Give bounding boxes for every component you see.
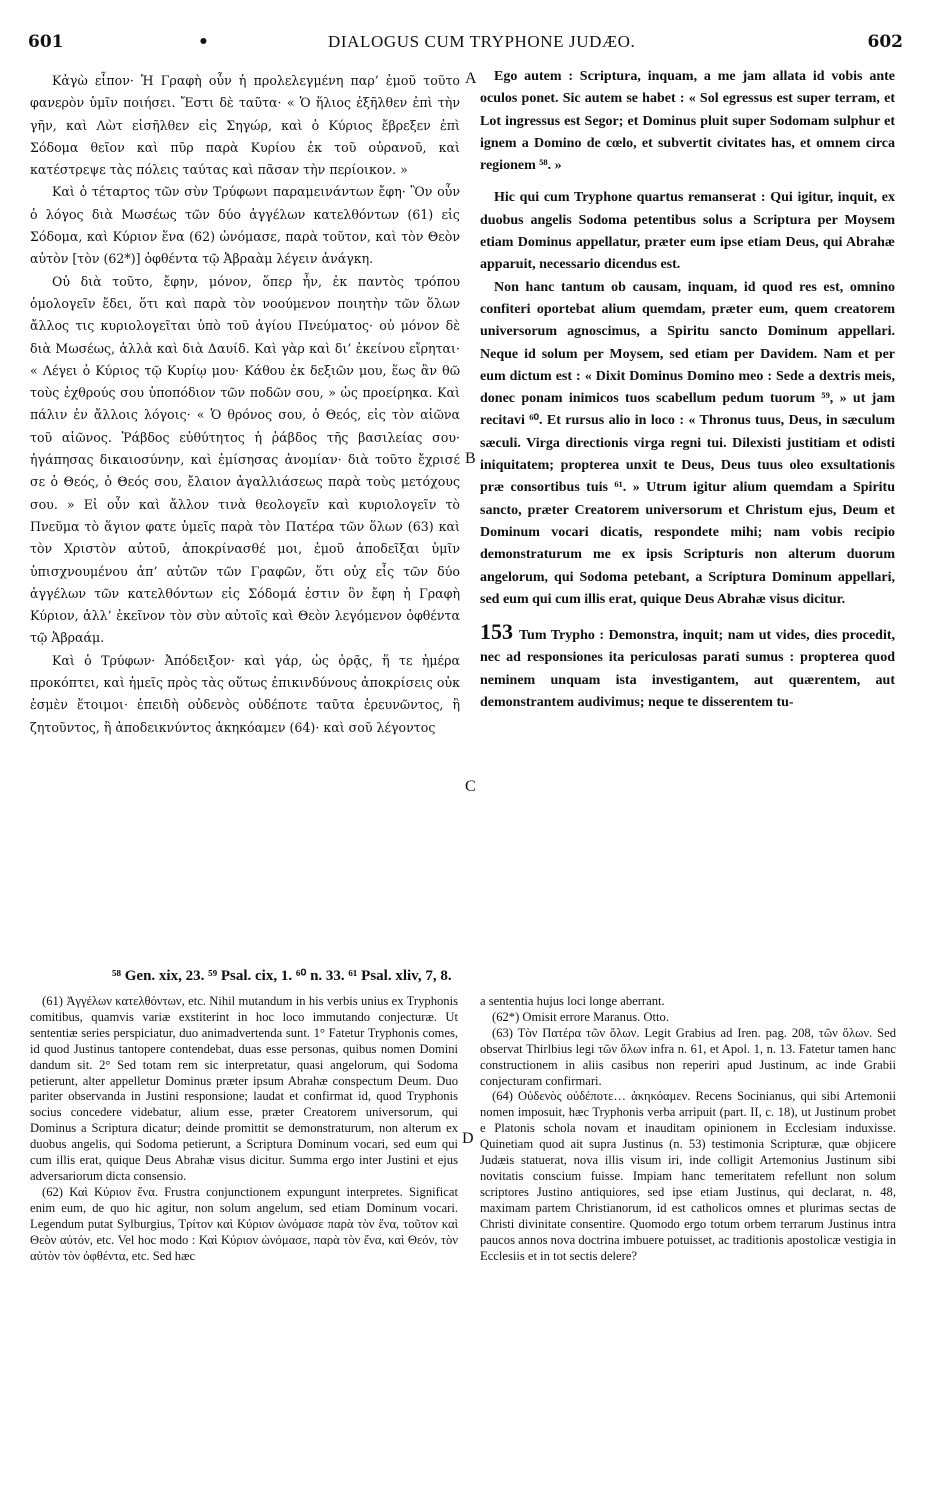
footnote: (61) Ἀγγέλων κατελθόντων, etc. Nihil mutandum in his verbis unius ex Tryphonis comitibus, quamvis variæ exstiterint in hoc loco immutando conjecturæ. Ut sententiæ series perspiciatur, duo animadvertenda sunt. 1° Fatetur Tryphonis comes, id quod Justinus tantopere contendebat, duas esse personas, quibus nomen Domini dandum sit. 2° Sed totam rem sic interpretatur, quasi angelorum, qui Sodoma petierunt, alter appelletur Dominus præter ipsum Abrahæ conspectum Deum. Duo pariter observanda in Justini responsione; laudat et confirmat id, quod Tryphonis socius concedere videbatur, alium esse, præter Creatorem universorum, qui Dominus a Scriptura dicatur; deinde promittit se demonstraturum, non alterum ex duobus angelis, qui Sodoma petierunt, a Scriptura Dominum vocari, sed eum qui cum illis erat, quique Deus Abrahæ visus dicitur. Summa ergo inter Justini et ejus adversariorum dicta consensio.: [30, 994, 458, 1183]
footnote: (62*) Omisit errore Maranus. Otto.: [492, 1009, 669, 1024]
margin-letter-c: C: [465, 778, 476, 795]
margin-letter-d: D: [462, 1130, 474, 1147]
greek-column: [30, 70, 460, 739]
running-title: DIALOGUS CUM TRYPHONE JUDÆO.: [328, 32, 636, 51]
greek-paragraph: Κἀγὼ εἶπον· Ἡ Γραφὴ οὖν ἡ προλελεγμένη παρ’ ἐμοῦ τοῦτο φανερὸν ὑμῖν ποιήσει. Ἔστι δὲ ταῦτα· « Ὁ ἥλιος ἐξῆλθεν ἐπὶ τὴν γῆν, καὶ Λὼτ εἰσῆλθεν εἰς Σηγώρ, καὶ ὁ Κύριος ἔβρεξεν ἐπὶ Σόδομα θεῖον καὶ πῦρ παρὰ Κυρίου ἐκ τοῦ οὐρανοῦ, καὶ κατέστρεψε τὰς πόλεις ταύτας καὶ πᾶσαν τὴν περίοικον. »: [30, 73, 460, 178]
latin-paragraph-text: Tum Trypho : Demonstra, inquit; nam ut vides, dies procedit, nec ad responsiones ita periculosas parati sumus : propterea quod neminem unquam ista investigantem, aut quærentem, aut demonstrantem audivimus; neque te disserentem tu-: [480, 628, 895, 711]
greek-paragraph: Καὶ ὁ Τρύφων· Ἀπόδειξον· καὶ γάρ, ὡς ὁρᾷς, ἥ τε ἡμέρα προκόπτει, καὶ ἡμεῖς πρὸς τὰς οὕτως ἐπικινδύνους ἀποκρίσεις οὐκ ἐσμὲν ἕτοιμοι· ἐπειδὴ οὐδενὸς οὐδέποτε ταῦτα ἐρευνῶντος, ἢ ζητοῦντος, ἢ ἀποδεικνύντος ἀκηκόαμεν (64)· καὶ σοῦ λέγοντος: [30, 652, 460, 735]
latin-column: [480, 66, 895, 714]
notes-right-column: [480, 994, 896, 1264]
scripture-references: ⁵⁸ Gen. xix, 23. ⁵⁹ Psal. cix, 1. ⁶⁰ n. 33. ⁶¹ Psal. xliv, 7, 8.: [112, 968, 452, 984]
latin-paragraph-153: [480, 621, 895, 714]
latin-paragraph: Ego autem : Scriptura, inquam, a me jam allata id vobis ante oculos ponet. Sic autem se habet : « Sol egressus est super terram, et Lot ingressus est Segor; et Dominus pluit super Sodomam sulphur et ignem a Domino de cœlo, et subvertit civitates has, et omnem circa regionem ⁵⁸. »: [480, 69, 895, 174]
page-header: [28, 32, 903, 58]
margin-letter-b: B: [465, 450, 476, 467]
greek-paragraph: Οὐ διὰ τοῦτο, ἔφην, μόνον, ὅπερ ἦν, ἐκ παντὸς τρόπου ὁμολογεῖν ἔδει, ὅτι καὶ παρὰ τὸν νοούμενον ποιητὴν τῶν ὅλων ἄλλος τις κυριολογεῖται ὑπὸ τοῦ ἁγίου Πνεύματος· οὐ μόνον δὲ διὰ Μωσέως, ἀλλὰ καὶ διὰ Δαυίδ. Καὶ γὰρ καὶ δι’ ἐκείνου εἴρηται· « Λέγει ὁ Κύριος τῷ Κυρίῳ μου· Κάθου ἐκ δεξιῶν μου, ἕως ἂν θῶ τοὺς ἐχθρούς σου ὑποπόδιον τῶν ποδῶν σου, » ὡς προείρηκα. Καὶ πάλιν ἐν ἄλλοις λόγοις· « Ὁ θρόνος σου, ὁ Θεός, εἰς τὸν αἰῶνα τοῦ αἰῶνος. Ῥάβδος εὐθύτητος ἡ ῥάβδος τῆς βασιλείας σου· ἠγάπησας δικαιοσύνην, καὶ ἐμίσησας ἀνομίαν· διὰ τοῦτο ἔχρισέ σε ὁ Θεός, ὁ Θεός σου, ἔλαιον ἀγαλλιάσεως παρὰ τοὺς μετόχους σου. » Εἰ οὖν καὶ ἄλλον τινὰ θεολογεῖν καὶ κυριολογεῖν τὸ Πνεῦμα τὸ ἅγιον φατε ὑμεῖς παρὰ τὸν Πατέρα τῶν ὅλων (63) καὶ τὸν Χριστὸν αὐτοῦ, ἀποκρίνασθέ μοι, ἐμοῦ ἀποδεῖξαι ὑμῖν ὑπισχνουμένου ἀπ’ αὐτῶν τῶν Γραφῶν, ὅτι οὐχ εἷς τῶν δύο ἀγγέλων τῶν κατελθόντων εἰς Σόδομά ἐστιν ὃν ἔφη ἡ Γραφὴ Κύριον, ἀλλ’ ἐκεῖνον τὸν σὺν αὐτοῖς καὶ Θεὸν λεγόμενον ὀφθέντα τῷ Ἀβραάμ.: [30, 273, 460, 646]
footnote: (62) Καὶ Κύριον ἕνα. Frustra conjunctionem expungunt interpretes. Significat enim eum, de quo hic agitur, non solum angelum, sed etiam Dominum vocari. Legendum putat Sylburgius, Τρίτον καὶ Κύριον ὠνόμασε παρὰ τὸν ἕνα, τοῦτον καὶ Θεὸν αὐτόν, etc. Vel hoc modo : Καὶ Κύριον ὠνόμασε, παρὰ τὸν ἕνα, καὶ Θεόν, τὸν αὐτὸν τὸν ὀφθέντα, etc. Sed hæc: [30, 1184, 458, 1263]
page-number-left: 601: [28, 32, 64, 52]
latin-paragraph: Hic qui cum Tryphone quartus remanserat : Qui igitur, inquit, ex duobus angelis Sodoma petentibus solus a Scriptura per Moysem etiam Dominus appellatur, præter eum ipse etiam Deus, qui Abrahæ apparuit, necessario dicendus est.: [480, 190, 895, 273]
page-number-right: 602: [867, 32, 903, 52]
latin-paragraph: Non hanc tantum ob causam, inquam, id quod res est, omnino confiteri oportebat alium quemdam, præter eum, quem creatorem universorum agnoscimus, a Spiritu sancto Dominum appellari. Neque id solum per Moysem, sed etiam per Davidem. Nam et per eum dictum est : « Dixit Dominus Domino meo : Sede a dextris meis, donec ponam inimicos tuos scabellum pedum tuorum ⁵⁹, » ut jam recitavi ⁶⁰. Et rursus alio in loco : « Thronus tuus, Deus, in sæculum sæculi. Virga directionis virga regni tui. Dilexisti justitiam et odisti iniquitatem; propterea unxit te Deus, Deus tuus oleo exsultationis præ consortibus tuis ⁶¹. » Utrum igitur alium quemdam a Spiritu sancto, præter Creatorem universorum et Christum ejus, Deum et Dominum vocari dicatis, respondete mihi; nam vobis recipio demonstraturum me ex ipsis Scripturis non alterum duorum angelorum, qui Sodoma petebant, a Scriptura Dominum appellari, sed eum qui cum illis erat, quique Deus Abrahæ visus dicitur.: [480, 279, 895, 607]
margin-letter-a: A: [465, 70, 477, 87]
header-dot: •: [198, 32, 209, 52]
greek-paragraph: Καὶ ὁ τέταρτος τῶν σὺν Τρύφωνι παραμεινάντων ἔφη· Ὃν οὖν ὁ λόγος διὰ Μωσέως τῶν δύο ἀγγέλων κατελθόντων (61) εἰς Σόδομα, καὶ Κύριον ἕνα (62) ὠνόμασε, παρὰ τοῦτον, καὶ τὸν Θεὸν αὐτὸν [τὸν (62*)] ὀφθέντα τῷ Ἀβραὰμ λέγειν ἀνάγκη.: [30, 184, 460, 267]
footnote: (63) Τὸν Πατέρα τῶν ὅλων. Legit Grabius ad Iren. pag. 208, τῶν ὅλων. Sed observat Thirlbius legi τῶν ὅλων infra n. 61, et Apol. 1, n. 13. Fatetur tamen hanc constructionem in aliis casibus non reperiri apud Justinum, ac inde Grabii conjecturam confirmari.: [480, 1025, 896, 1088]
section-number: 153: [480, 619, 513, 645]
footnote-continuation: a sententia hujus loci longe aberrant.: [480, 994, 665, 1008]
notes-left-column: [30, 994, 458, 1264]
footnote: (64) Οὐδενὸς οὐδέποτε… ἀκηκόαμεν. Recens Socinianus, qui sibi Artemonii nomen imposuit, hæc Tryphonis verba arripuit (part. II, c. 18), ut Justinum probet e Platonis schola novam et inauditam opinionem in Ecclesiam induxisse. Quinetiam quod ait supra Justinus (n. 53) testimonia Scripturæ, quæ objicere Judæis statuerat, nova illis visum iri, inde colligit Artemonius Justinum sibi novitatis conscium fuisse. Impiam hanc temeritatem refellunt non solum scriptores Justino antiquiores, sed ipse etiam Justinus, qui declarat, n. 48, maximam partem Christianorum, id est catholicos omnes et plurimas sectas de Christi divinitate consentire. Quomodo ergo totum orbem terrarum Justinus intra paucos annos nova doctrina imbuere potuisset, ac traditionis apostolicæ vestigia in Ecclesiis et in tot sectis delere?: [480, 1089, 896, 1263]
